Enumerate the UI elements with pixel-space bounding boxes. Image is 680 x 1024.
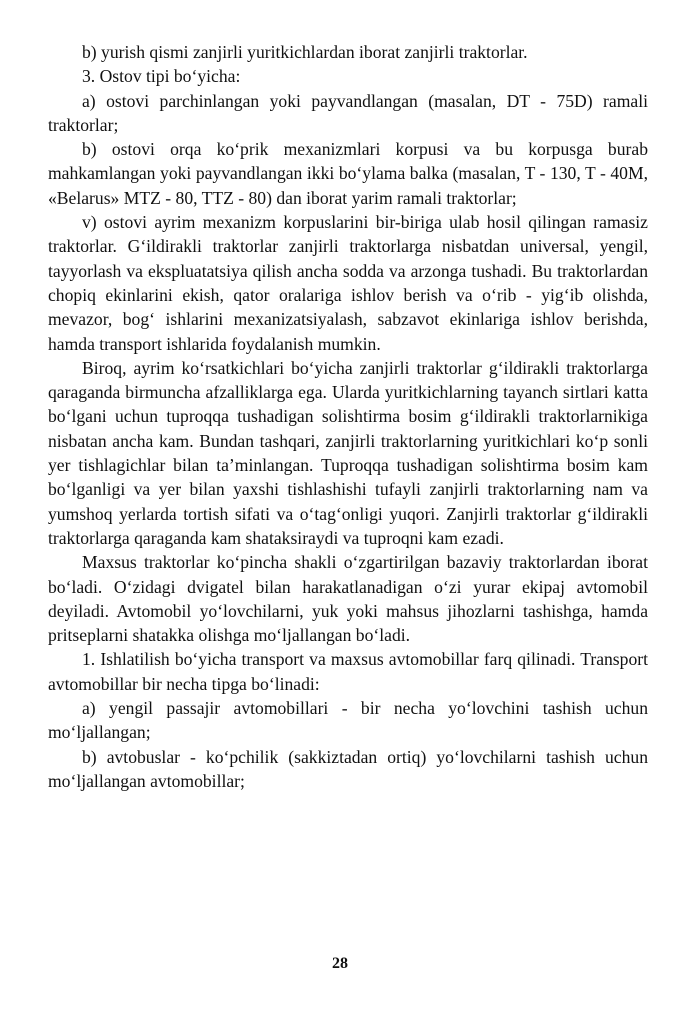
paragraph: a) ostovi parchinlangan yoki payvandlangan (masalan, DT - 75D) ramali traktorlar; <box>48 90 648 135</box>
paragraph: b) yurish qismi zanjirli yuritkichlardan iborat zanjirli traktorlar. <box>82 42 528 62</box>
paragraph: Biroq, ayrim ko‘rsatkichlari bo‘yicha zanjirli traktorlar g‘ildirakli traktorlarga qaraganda birmuncha afzalliklarga ega. Ularda yuritkichlarning tayanch sirtlari katta bo‘lgani uchun tuproqqa tushadigan solishtirma bosim g‘ildirakli traktorlarnikiga nisbatan ancha kam. Bundan tashqari, zanjirli traktorlarning yuritkichlari ko‘p sonli yer tishlagichlar bilan ta’minlangan. Tuproqqa tushadigan solishtirma bosim kam bo‘lganligi va yer bilan yaxshi tishlashishi tufayli zanjirli traktorlarning nam va yumshoq yerlarda tortish sifati va o‘tag‘onligi yuqori. Zanjirli traktorlar g‘ildirakli traktorlarga qaraganda kam shataksiraydi va tuproqni kam ezadi. <box>48 357 648 548</box>
paragraph: b) avtobuslar - ko‘pchilik (sakkiztadan ortiq) yo‘lovchilarni tashish uchun mo‘ljallangan avtomobillar; <box>48 746 648 791</box>
paragraph: v) ostovi ayrim mexanizm korpuslarini bir-biriga ulab hosil qilingan ramasiz traktorlar. G‘ildirakli traktorlar zanjirli traktorlarga nisbatdan universal, yengil, tayyorlash va ekspluatatsiya qilish ancha sodda va arzonga tushadi. Bu traktorlardan chopiq ekinlarini ekish, qator oralariga ishlov berish va o‘rib - yig‘ib olishda, mevazor, bog‘ ishlarini mexanizatsiyalash, sabzavot ekinlariga ishlov berishda, hamda transport ishlarida foydalanish mumkin. <box>48 212 648 354</box>
paragraph: a) yengil passajir avtomobillari - bir necha yo‘lovchini tashish uchun mo‘ljallangan; <box>48 698 648 743</box>
paragraph: Maxsus traktorlar ko‘pincha shakli o‘zgartirilgan bazaviy traktorlardan iborat bo‘ladi. O‘zidagi dvigatel bilan harakatlanadigan o‘zi yurar ekipaj avtomobil deyiladi. Avtomobil yo‘lovchilarni, yuk yoki mahsus jihozlarni tashishga, hamda pritseplarni shatakka olishga mo‘ljallangan bo‘ladi. <box>48 552 648 646</box>
paragraph: b) ostovi orqa ko‘prik mexanizmlari korpusi va bu korpusga burab mahkamlangan yoki payvandlangan ikki bo‘ylama balka (masalan, T - 130, T - 40M, «Belarus» MTZ - 80, TTZ - 80) dan iborat yarim ramali traktorlar; <box>48 139 648 208</box>
paragraph: 1. Ishlatilish bo‘yicha transport va maxsus avtomobillar farq qilinadi. Transport avtomobillar bir necha tipga bo‘linadi: <box>48 649 648 694</box>
page-number: 28 <box>332 955 348 972</box>
paragraph: 3. Ostov tipi bo‘yicha: <box>82 66 241 87</box>
page-body <box>48 40 648 793</box>
